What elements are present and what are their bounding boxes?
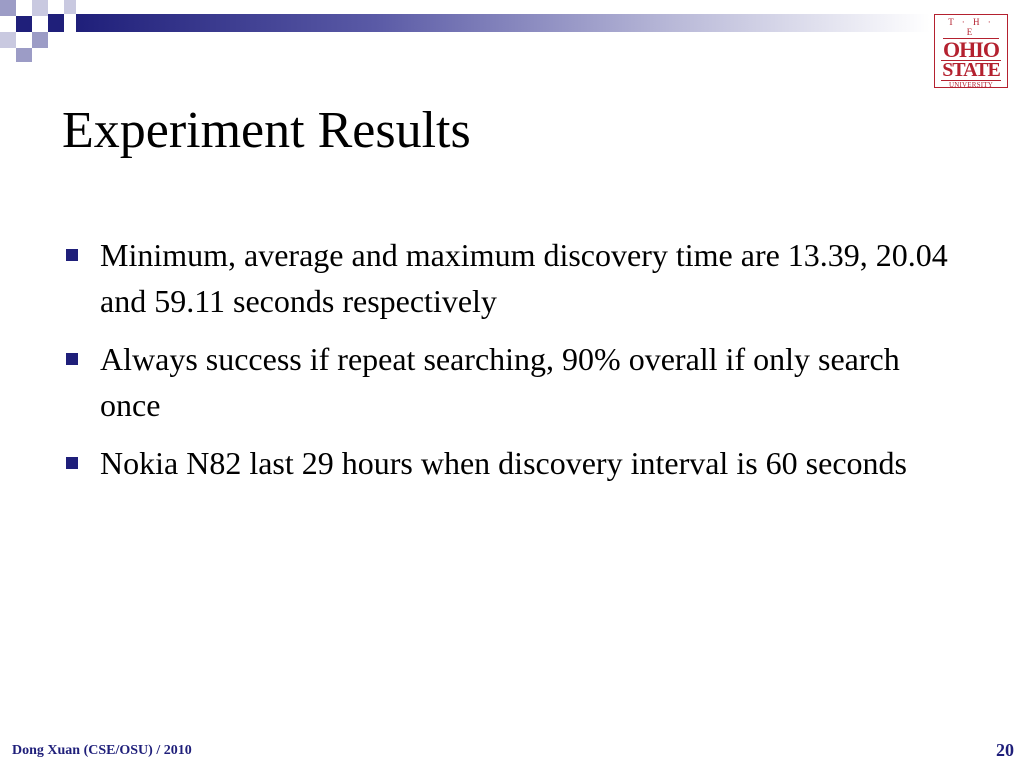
bullet-list xyxy=(62,232,962,498)
bullet-text: Always success if repeat searching, 90% overall if only search once xyxy=(100,341,900,423)
logo-line-the: T · H · E xyxy=(943,17,999,39)
logo-line-university: UNIVERSITY xyxy=(941,80,1001,90)
logo-line-state: STATE xyxy=(942,59,1000,81)
deco-square xyxy=(0,0,16,16)
header-gradient-bar xyxy=(76,14,930,32)
bullet-item xyxy=(62,232,962,324)
square-bullet-icon xyxy=(66,457,78,469)
logo-line-ohio: OHIO xyxy=(943,37,999,62)
bullet-item xyxy=(62,336,962,428)
deco-square xyxy=(64,0,76,14)
bullet-text: Nokia N82 last 29 hours when discovery interval is 60 seconds xyxy=(100,445,907,481)
slide-footer: Dong Xuan (CSE/OSU) / 2010 xyxy=(12,743,192,758)
header-decoration xyxy=(0,0,1024,70)
ohio-state-logo xyxy=(934,14,1008,88)
deco-square xyxy=(16,16,32,32)
deco-square xyxy=(48,14,64,32)
bullet-text: Minimum, average and maximum discovery time are 13.39, 20.04 and 59.11 seconds respectively xyxy=(100,237,948,319)
bullet-item xyxy=(62,440,962,486)
deco-square xyxy=(16,48,32,62)
deco-square xyxy=(32,32,48,48)
page-number: 20 xyxy=(996,740,1014,760)
square-bullet-icon xyxy=(66,353,78,365)
slide-title: Experiment Results xyxy=(62,102,471,159)
square-bullet-icon xyxy=(66,249,78,261)
deco-square xyxy=(0,32,16,48)
deco-square xyxy=(32,0,48,16)
